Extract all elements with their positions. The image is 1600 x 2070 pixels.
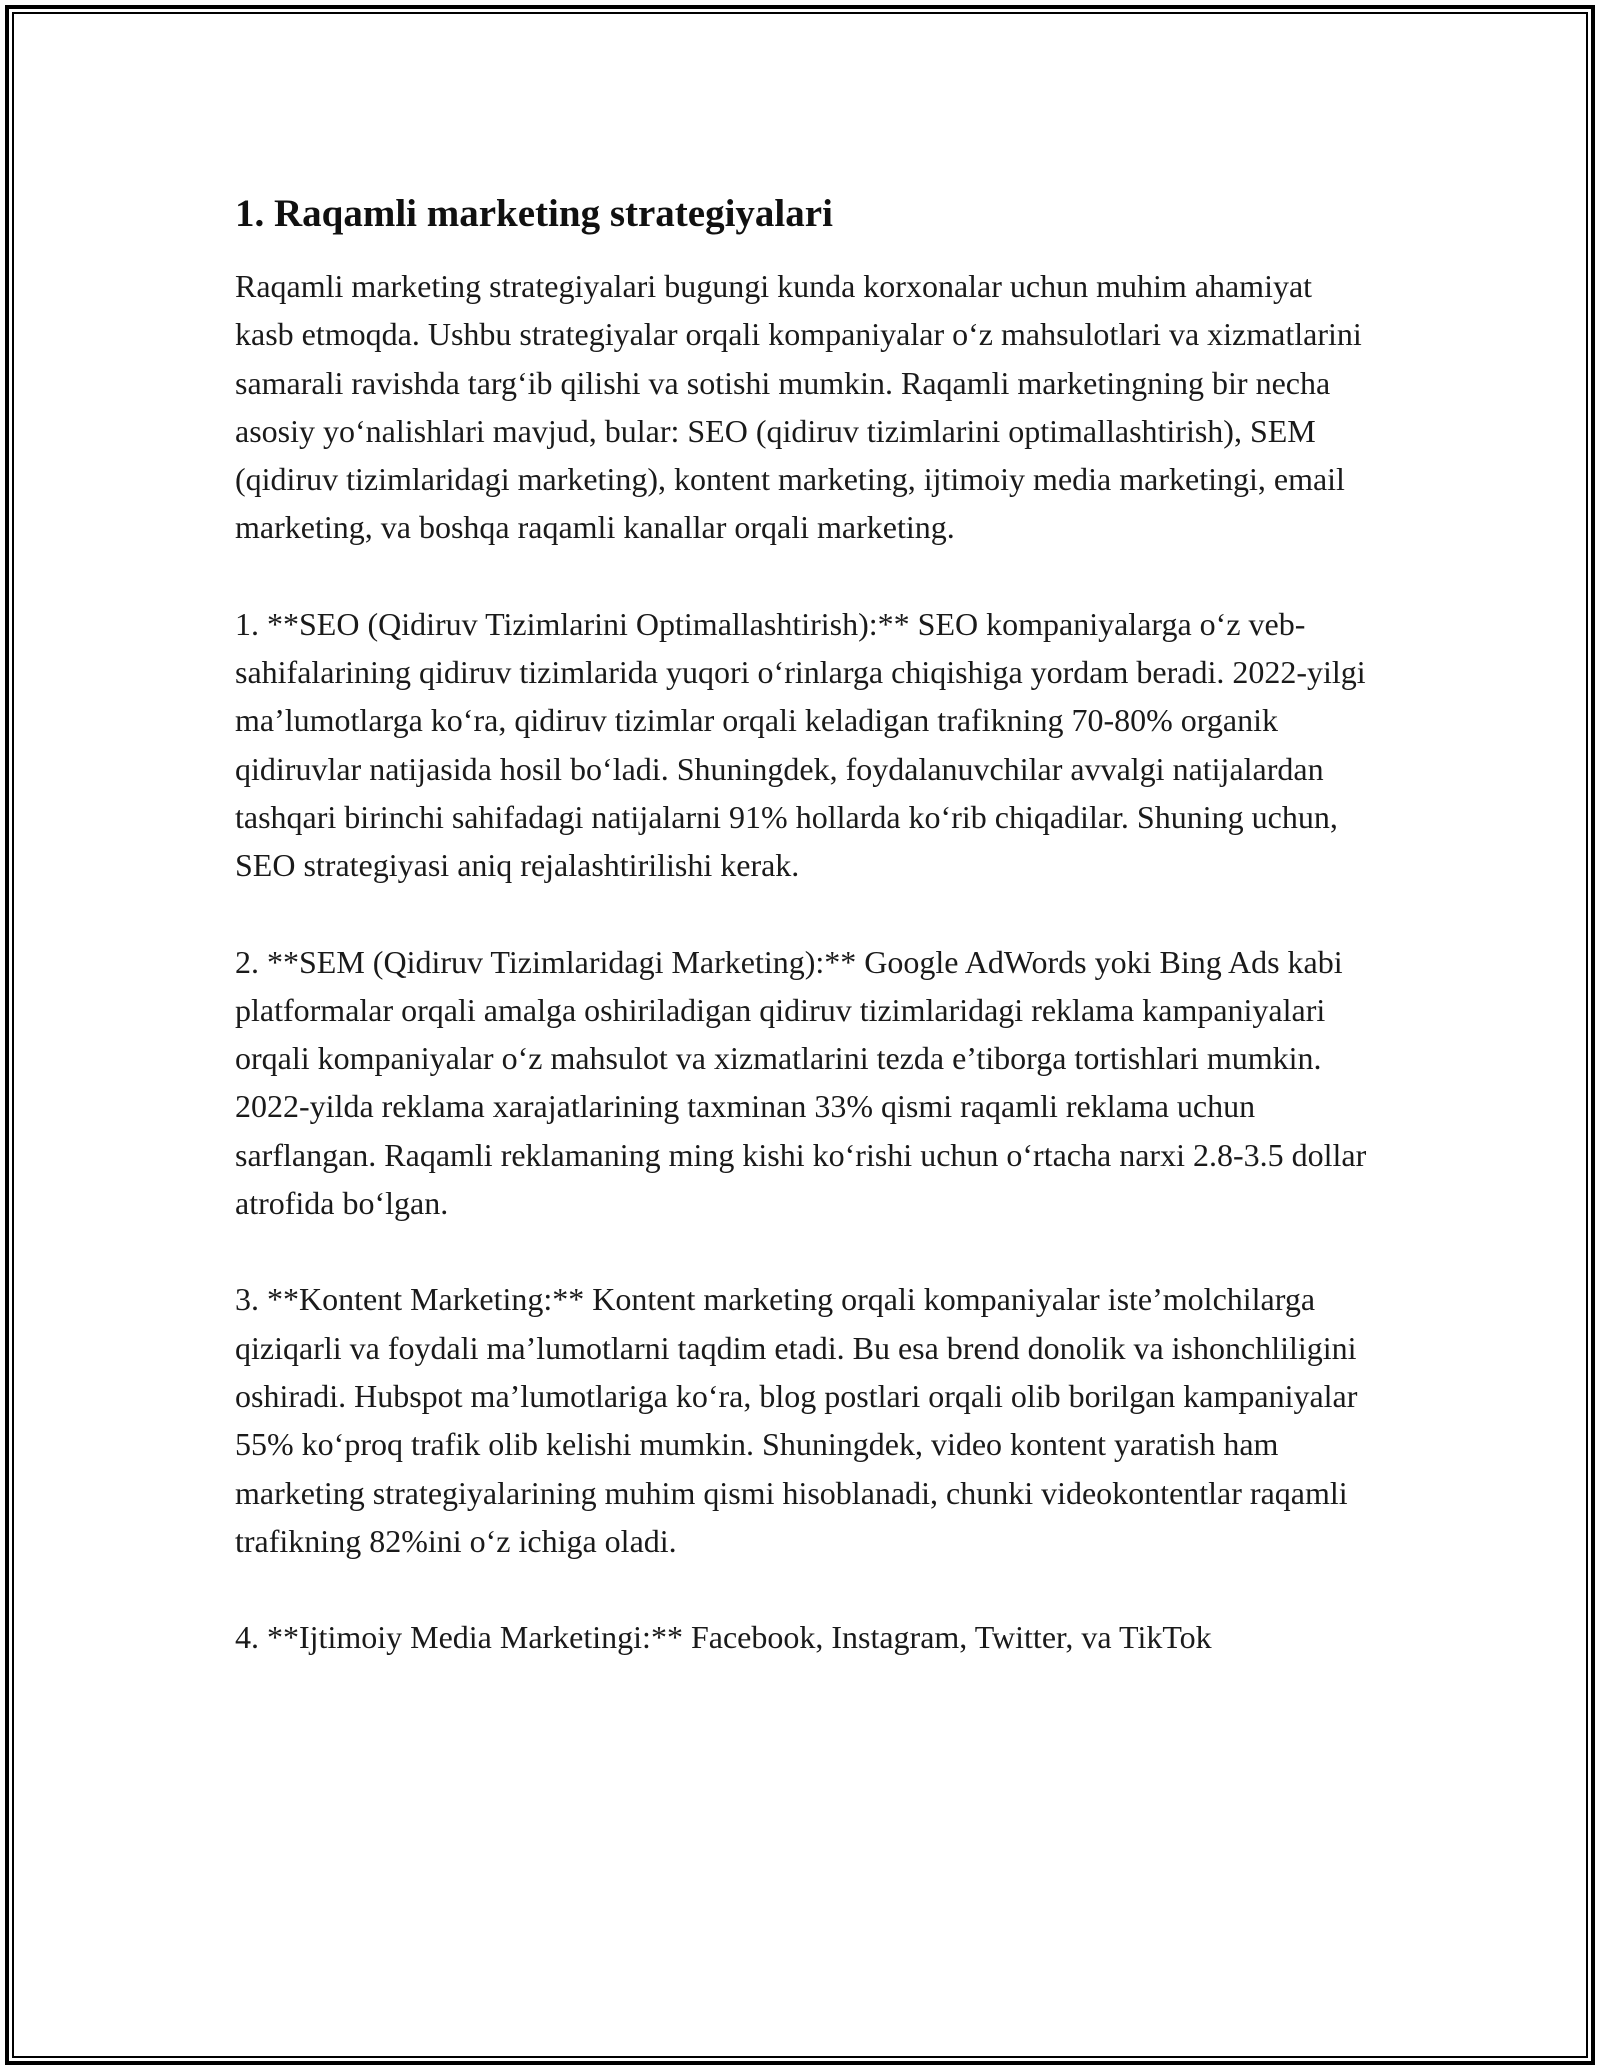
section-heading: 1. Raqamli marketing strategiyalari xyxy=(235,192,833,235)
paragraph-seo: 1. **SEO (Qidiruv Tizimlarini Optimallashtirish):** SEO kompaniyalarga o‘z veb-sahifalarining qidiruv tizimlarida yuqori o‘rinlarga chiqishiga yordam beradi. 2022-yilgi ma’lumotlarga ko‘ra, qidiruv tizimlar orqali keladigan trafikning 70-80% organik qidiruvlar natijasida hosil bo‘ladi. Shuningdek, foydalanuvchilar avvalgi natijalardan tashqari birinchi sahifadagi natijalarni 91% hollarda ko‘rib chiqadilar. Shuning uchun, SEO strategiyasi aniq rejalashtirilishi kerak. xyxy=(235,605,1366,884)
document-body xyxy=(235,188,1375,1709)
paragraph-social-media: 4. **Ijtimoiy Media Marketingi:** Facebook, Instagram, Twitter, va TikTok xyxy=(235,1619,1212,1656)
paragraph-intro: Raqamli marketing strategiyalari bugungi kunda korxonalar uchun muhim ahamiyat kasb etmoqda. Ushbu strategiyalar orqali kompaniyalar o‘z mahsulotlari va xizmatlarini samarali ravishda targ‘ib qilishi va sotishi mumkin. Raqamli marketingning bir necha asosiy yo‘nalishlari mavjud, bular: SEO (qidiruv tizimlarini optimallashtirish), SEM (qidiruv tizimlaridagi marketing), kontent marketing, ijtimoiy media marketingi, email marketing, va boshqa raqamli kanallar orqali marketing. xyxy=(235,268,1362,546)
paragraph-sem: 2. **SEM (Qidiruv Tizimlaridagi Marketing):** Google AdWords yoki Bing Ads kabi platformalar orqali amalga oshiriladigan qidiruv tizimlaridagi reklama kampaniyalari orqali kompaniyalar o‘z mahsulot va xizmatlarini tezda e’tiborga tortishlari mumkin. 2022-yilda reklama xarajatlarining taxminan 33% qismi raqamli reklama uchun sarflangan. Raqamli reklamaning ming kishi ko‘rishi uchun o‘rtacha narxi 2.8-3.5 dollar atrofida bo‘lgan. xyxy=(235,943,1367,1222)
paragraph-content-marketing: 3. **Kontent Marketing:** Kontent marketing orqali kompaniyalar iste’molchilarga qiziqarli va foydali ma’lumotlarni taqdim etadi. Bu esa brend donolik va ishonchliligini oshiradi. Hubspot ma’lumotlariga ko‘ra, blog postlari orqali olib borilgan kampaniyalar 55% ko‘proq trafik olib kelishi mumkin. Shuningdek, video kontent yaratish ham marketing strategiyalarining muhim qismi hisoblanadi, chunki videokontentlar raqamli trafikning 82%ini o‘z ichiga oladi. xyxy=(235,1281,1358,1559)
